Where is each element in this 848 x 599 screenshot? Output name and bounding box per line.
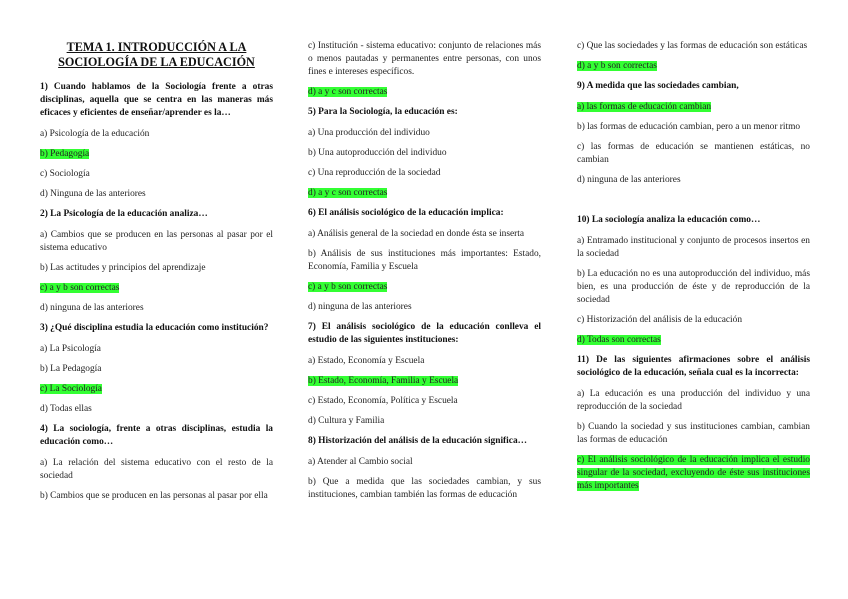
option: a) Análisis general de la sociedad en donde ésta se inserta [308, 229, 525, 239]
option: a) Entramado institucional y conjunto de procesos insertos en la sociedad [577, 236, 810, 259]
correct-option [308, 375, 541, 388]
highlighted-answer: c) La Sociología [40, 384, 102, 394]
highlighted-answer: b) Estado, Economía, Familia y Escuela [308, 376, 459, 386]
highlighted-answer: d) a y b son correctas [577, 61, 657, 71]
option: d) ninguna de las anteriores [577, 175, 681, 185]
option: a) La Psicología [40, 344, 101, 354]
highlighted-answer: b) Pedagogía [40, 149, 90, 159]
option: a) Atender al Cambio social [308, 457, 413, 467]
option: d) Todas ellas [40, 404, 92, 414]
highlighted-answer: d) a y c son correctas [308, 188, 388, 198]
question-1: 1) Cuando hablamos de la Sociología frente a otras disciplinas, aquella que se centra en las maneras más eficaces y eficientes de enseñar/aprender es la… [40, 82, 273, 118]
option: b) La educación no es una autoproducción del individuo, más bien, es una producción de éste y de reproducción de la sociedad [577, 269, 810, 305]
option: b) La Pedagogía [40, 364, 102, 374]
correct-option [577, 334, 810, 347]
question-5: 5) Para la Sociología, la educación es: [308, 107, 458, 117]
correct-option [40, 383, 273, 396]
correct-option [308, 187, 541, 200]
option: b) Análisis de sus instituciones más importantes: Estado, Economía, Familia y Escuela [308, 249, 541, 272]
option: c) Sociología [40, 169, 90, 179]
option: a) La educación es una producción del individuo y una reproducción de la sociedad [577, 389, 810, 412]
highlighted-answer: c) El análisis sociológico de la educación implica el estudio singular de la sociedad, excluyendo de éste sus instituciones más importantes [577, 455, 810, 491]
question-9: 9) A medida que las sociedades cambian, [577, 81, 739, 91]
option: d) Ninguna de las anteriores [40, 189, 146, 199]
document-title: TEMA 1. INTRODUCCIÓN A LA SOCIOLOGÍA DE LA EDUCACIÓN [58, 40, 255, 69]
question-8: 8) Historización del análisis de la educación significa… [308, 436, 528, 446]
option: a) Cambios que se producen en las personas al pasar por el sistema educativo [40, 230, 273, 253]
spacer [577, 194, 810, 214]
highlighted-answer: d) Todas son correctas [577, 335, 661, 345]
column-1 [40, 40, 273, 510]
correct-option [40, 282, 273, 295]
correct-option [40, 148, 273, 161]
option: b) las formas de educación cambian, pero a un menor ritmo [577, 122, 801, 132]
correct-option [308, 281, 541, 294]
question-10: 10) La sociología analiza la educación como… [577, 215, 761, 225]
highlighted-answer: d) a y c son correctas [308, 87, 388, 97]
option: d) Cultura y Familia [308, 416, 385, 426]
correct-option [577, 454, 810, 493]
column-2 [308, 40, 541, 509]
option: a) Estado, Economía y Escuela [308, 356, 425, 366]
option: b) Cuando la sociedad y sus instituciones cambian, cambian las formas de educación [577, 422, 810, 445]
option: c) Institución - sistema educativo: conjunto de relaciones más o menos pautadas y permanentes entre personas, con unos fines e intereses específicos. [308, 41, 541, 77]
question-2: 2) La Psicología de la educación analiza… [40, 209, 208, 219]
highlighted-answer: c) a y b son correctas [40, 283, 120, 293]
question-6: 6) El análisis sociológico de la educación implica: [308, 208, 504, 218]
option: a) La relación del sistema educativo con el resto de la sociedad [40, 458, 273, 481]
highlighted-answer: c) a y b son correctas [308, 282, 388, 292]
correct-option [577, 60, 810, 73]
option: c) Estado, Economía, Política y Escuela [308, 396, 458, 406]
correct-option [308, 86, 541, 99]
correct-option [577, 101, 810, 114]
option: d) ninguna de las anteriores [40, 303, 144, 313]
question-3: 3) ¿Qué disciplina estudia la educación como institución? [40, 323, 269, 333]
option: c) Que las sociedades y las formas de educación son estáticas [577, 41, 808, 51]
option: a) Una producción del individuo [308, 128, 430, 138]
option: a) Psicología de la educación [40, 129, 150, 139]
question-11: 11) De las siguientes afirmaciones sobre el análisis sociológico de la educación, señala cual es la incorrecta: [577, 355, 810, 378]
option: d) ninguna de las anteriores [308, 302, 412, 312]
option: b) Que a medida que las sociedades cambian, y sus instituciones, cambian también las formas de educación [308, 477, 541, 500]
option: c) Historización del análisis de la educación [577, 315, 743, 325]
highlighted-answer: a) las formas de educación cambian [577, 102, 712, 112]
option: c) Una reproducción de la sociedad [308, 168, 441, 178]
question-7: 7) El análisis sociológico de la educación conlleva el estudio de las siguientes instituciones: [308, 322, 541, 345]
column-3 [577, 40, 810, 500]
question-4: 4) La sociología, frente a otras disciplinas, estudia la educación como… [40, 424, 273, 447]
option: c) las formas de educación se mantienen estáticas, no cambian [577, 142, 810, 165]
option: b) Una autoproducción del individuo [308, 148, 447, 158]
option: b) Las actitudes y principios del aprendizaje [40, 263, 206, 273]
option: b) Cambios que se producen en las personas al pasar por ella [40, 491, 268, 501]
